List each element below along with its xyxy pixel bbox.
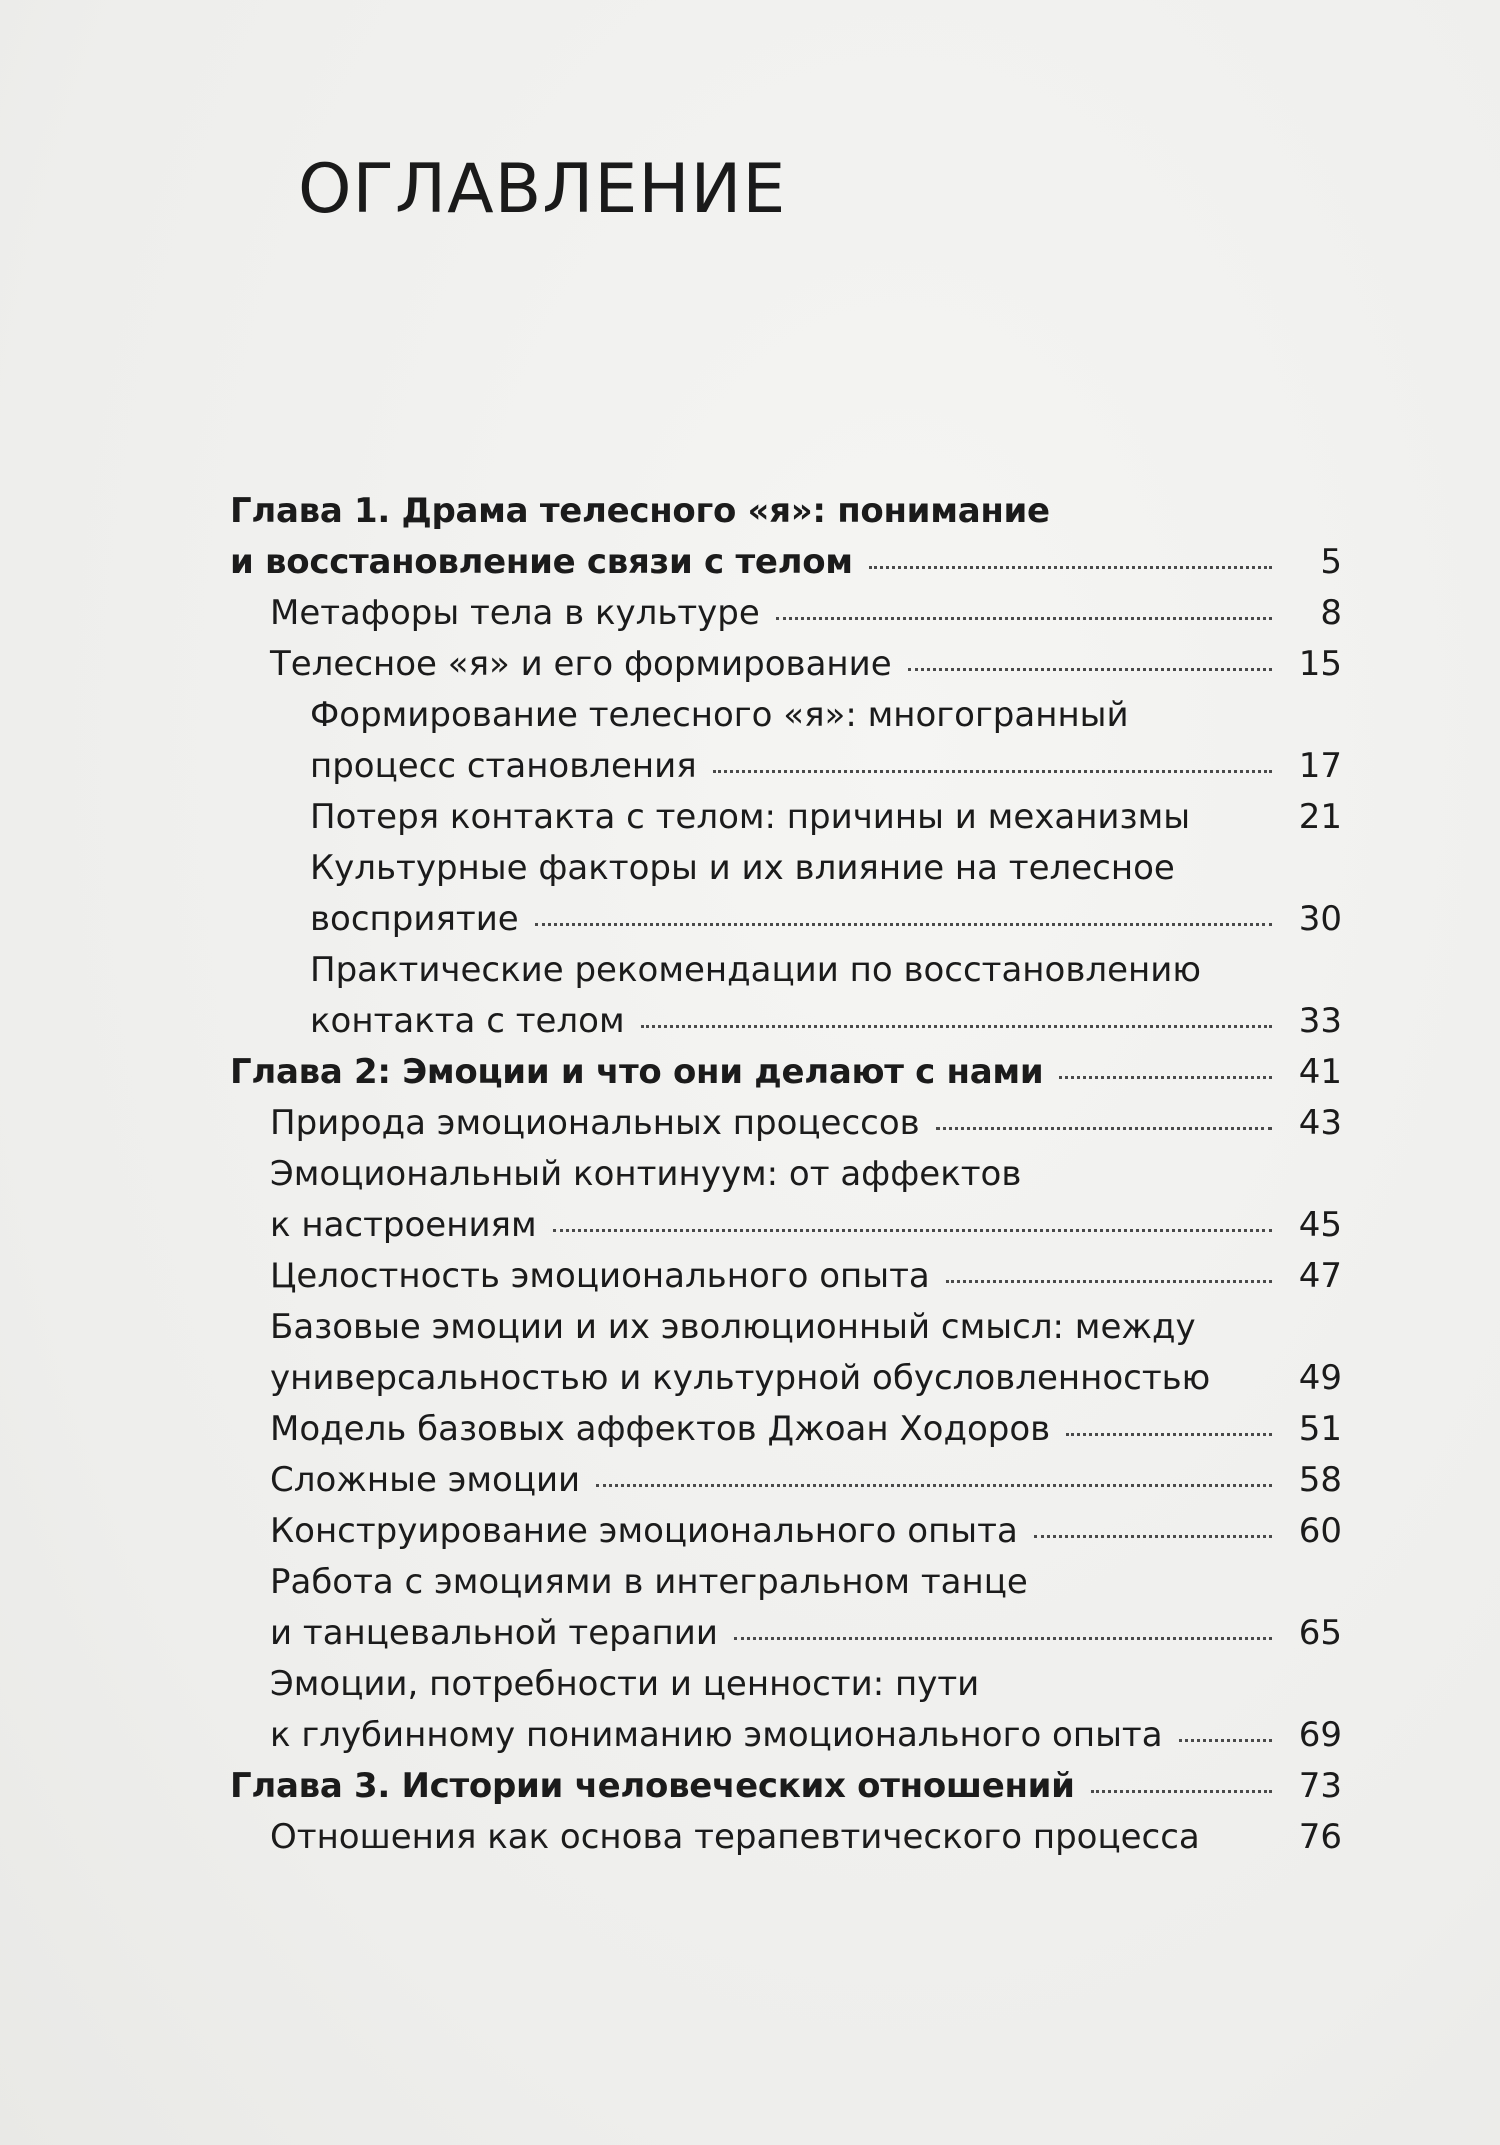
toc-entry-title-line: Культурные факторы и их влияние на телесное — [310, 848, 1175, 888]
page-number: 43 — [1298, 1103, 1342, 1143]
toc-entry-title-line: Глава 2: Эмоции и что они делают с нами — [230, 1052, 1044, 1092]
dot-leader — [1179, 1739, 1272, 1742]
table-of-contents — [230, 486, 1342, 1863]
toc-chapter-entry[interactable] — [230, 1047, 1342, 1098]
page-number: 60 — [1298, 1511, 1342, 1551]
toc-section-entry[interactable] — [230, 639, 1342, 690]
dot-leader — [734, 1637, 1272, 1640]
dot-leader — [908, 668, 1272, 671]
toc-entry-title-line: Эмоции, потребности и ценности: пути — [270, 1664, 980, 1704]
toc-entry-title-line: Потеря контакта с телом: причины и механизмы — [310, 797, 1191, 837]
dot-leader — [1034, 1535, 1272, 1538]
page-number: 15 — [1298, 644, 1342, 684]
page-number: 30 — [1298, 899, 1342, 939]
toc-entry-title-line: Базовые эмоции и их эволюционный смысл: между — [270, 1307, 1196, 1347]
page-number: 8 — [1320, 593, 1342, 633]
toc-section-entry[interactable] — [230, 1506, 1342, 1557]
page-number: 58 — [1298, 1460, 1342, 1500]
page-number: 5 — [1320, 542, 1342, 582]
page-number: 21 — [1298, 797, 1342, 837]
toc-entry-title-line: восприятие — [310, 899, 519, 939]
toc-entry-title-line: Эмоциональный континуум: от аффектов — [270, 1154, 1022, 1194]
toc-entry-title-line: Глава 1. Драма телесного «я»: понимание — [230, 491, 1050, 531]
page-number: 69 — [1298, 1715, 1342, 1755]
toc-entry-title-line: и восстановление связи с телом — [230, 542, 853, 582]
dot-leader — [596, 1484, 1272, 1487]
page-title: ОГЛАВЛЕНИЕ — [298, 150, 787, 229]
page-number: 33 — [1298, 1001, 1342, 1041]
dot-leader — [535, 923, 1272, 926]
toc-entry-title-line: Метафоры тела в культуре — [270, 593, 760, 633]
toc-entry-title-line: процесс становления — [310, 746, 697, 786]
toc-section-entry[interactable] — [230, 1149, 1342, 1251]
dot-leader — [713, 770, 1272, 773]
toc-section-entry[interactable] — [230, 1455, 1342, 1506]
toc-section-entry[interactable] — [230, 1557, 1342, 1659]
page-number: 51 — [1298, 1409, 1342, 1449]
page-number: 76 — [1298, 1817, 1342, 1857]
toc-entry-title-line: Работа с эмоциями в интегральном танце — [270, 1562, 1028, 1602]
dot-leader — [1059, 1076, 1272, 1079]
toc-entry-title-line: к настроениям — [270, 1205, 537, 1245]
toc-section-entry[interactable] — [230, 1251, 1342, 1302]
toc-entry-title-line: Модель базовых аффектов Джоан Ходоров — [270, 1409, 1051, 1449]
toc-entry-title-line: Телесное «я» и его формирование — [270, 644, 892, 684]
toc-section-entry[interactable] — [230, 1404, 1342, 1455]
toc-section-entry[interactable] — [230, 843, 1342, 945]
toc-chapter-entry[interactable] — [230, 1761, 1342, 1812]
toc-section-entry[interactable] — [230, 1098, 1342, 1149]
toc-entry-title-line: Практические рекомендации по восстановлению — [310, 950, 1201, 990]
toc-entry-title-line: Природа эмоциональных процессов — [270, 1103, 920, 1143]
page-number: 47 — [1298, 1256, 1342, 1296]
page-number: 45 — [1298, 1205, 1342, 1245]
toc-section-entry[interactable] — [230, 945, 1342, 1047]
toc-entry-title-line: к глубинному пониманию эмоционального опыта — [270, 1715, 1163, 1755]
toc-entry-title-line: универсальностью и культурной обусловленностью — [270, 1358, 1211, 1398]
toc-entry-title-line: контакта с телом — [310, 1001, 625, 1041]
toc-section-entry[interactable] — [230, 690, 1342, 792]
toc-section-entry[interactable] — [230, 1302, 1342, 1404]
dot-leader — [553, 1229, 1272, 1232]
toc-section-entry[interactable] — [230, 1812, 1342, 1863]
page-number: 17 — [1298, 746, 1342, 786]
dot-leader — [641, 1025, 1272, 1028]
toc-section-entry[interactable] — [230, 792, 1342, 843]
toc-entry-title-line: Сложные эмоции — [270, 1460, 581, 1500]
toc-entry-title-line: Формирование телесного «я»: многогранный — [310, 695, 1129, 735]
page-number: 49 — [1298, 1358, 1342, 1398]
toc-entry-title-line: и танцевальной терапии — [270, 1613, 718, 1653]
page-number: 65 — [1298, 1613, 1342, 1653]
dot-leader — [869, 566, 1272, 569]
toc-entry-title-line: Конструирование эмоционального опыта — [270, 1511, 1018, 1551]
dot-leader — [946, 1280, 1272, 1283]
page-number: 73 — [1298, 1766, 1342, 1806]
toc-section-entry[interactable] — [230, 1659, 1342, 1761]
dot-leader — [776, 617, 1272, 620]
dot-leader — [1066, 1433, 1272, 1436]
toc-entry-title-line: Глава 3. Истории человеческих отношений — [230, 1766, 1075, 1806]
page-number: 41 — [1298, 1052, 1342, 1092]
dot-leader — [1091, 1790, 1272, 1793]
toc-section-entry[interactable] — [230, 588, 1342, 639]
dot-leader — [936, 1127, 1272, 1130]
toc-entry-title-line: Отношения как основа терапевтического процесса — [270, 1817, 1200, 1857]
toc-chapter-entry[interactable] — [230, 486, 1342, 588]
toc-entry-title-line: Целостность эмоционального опыта — [270, 1256, 930, 1296]
